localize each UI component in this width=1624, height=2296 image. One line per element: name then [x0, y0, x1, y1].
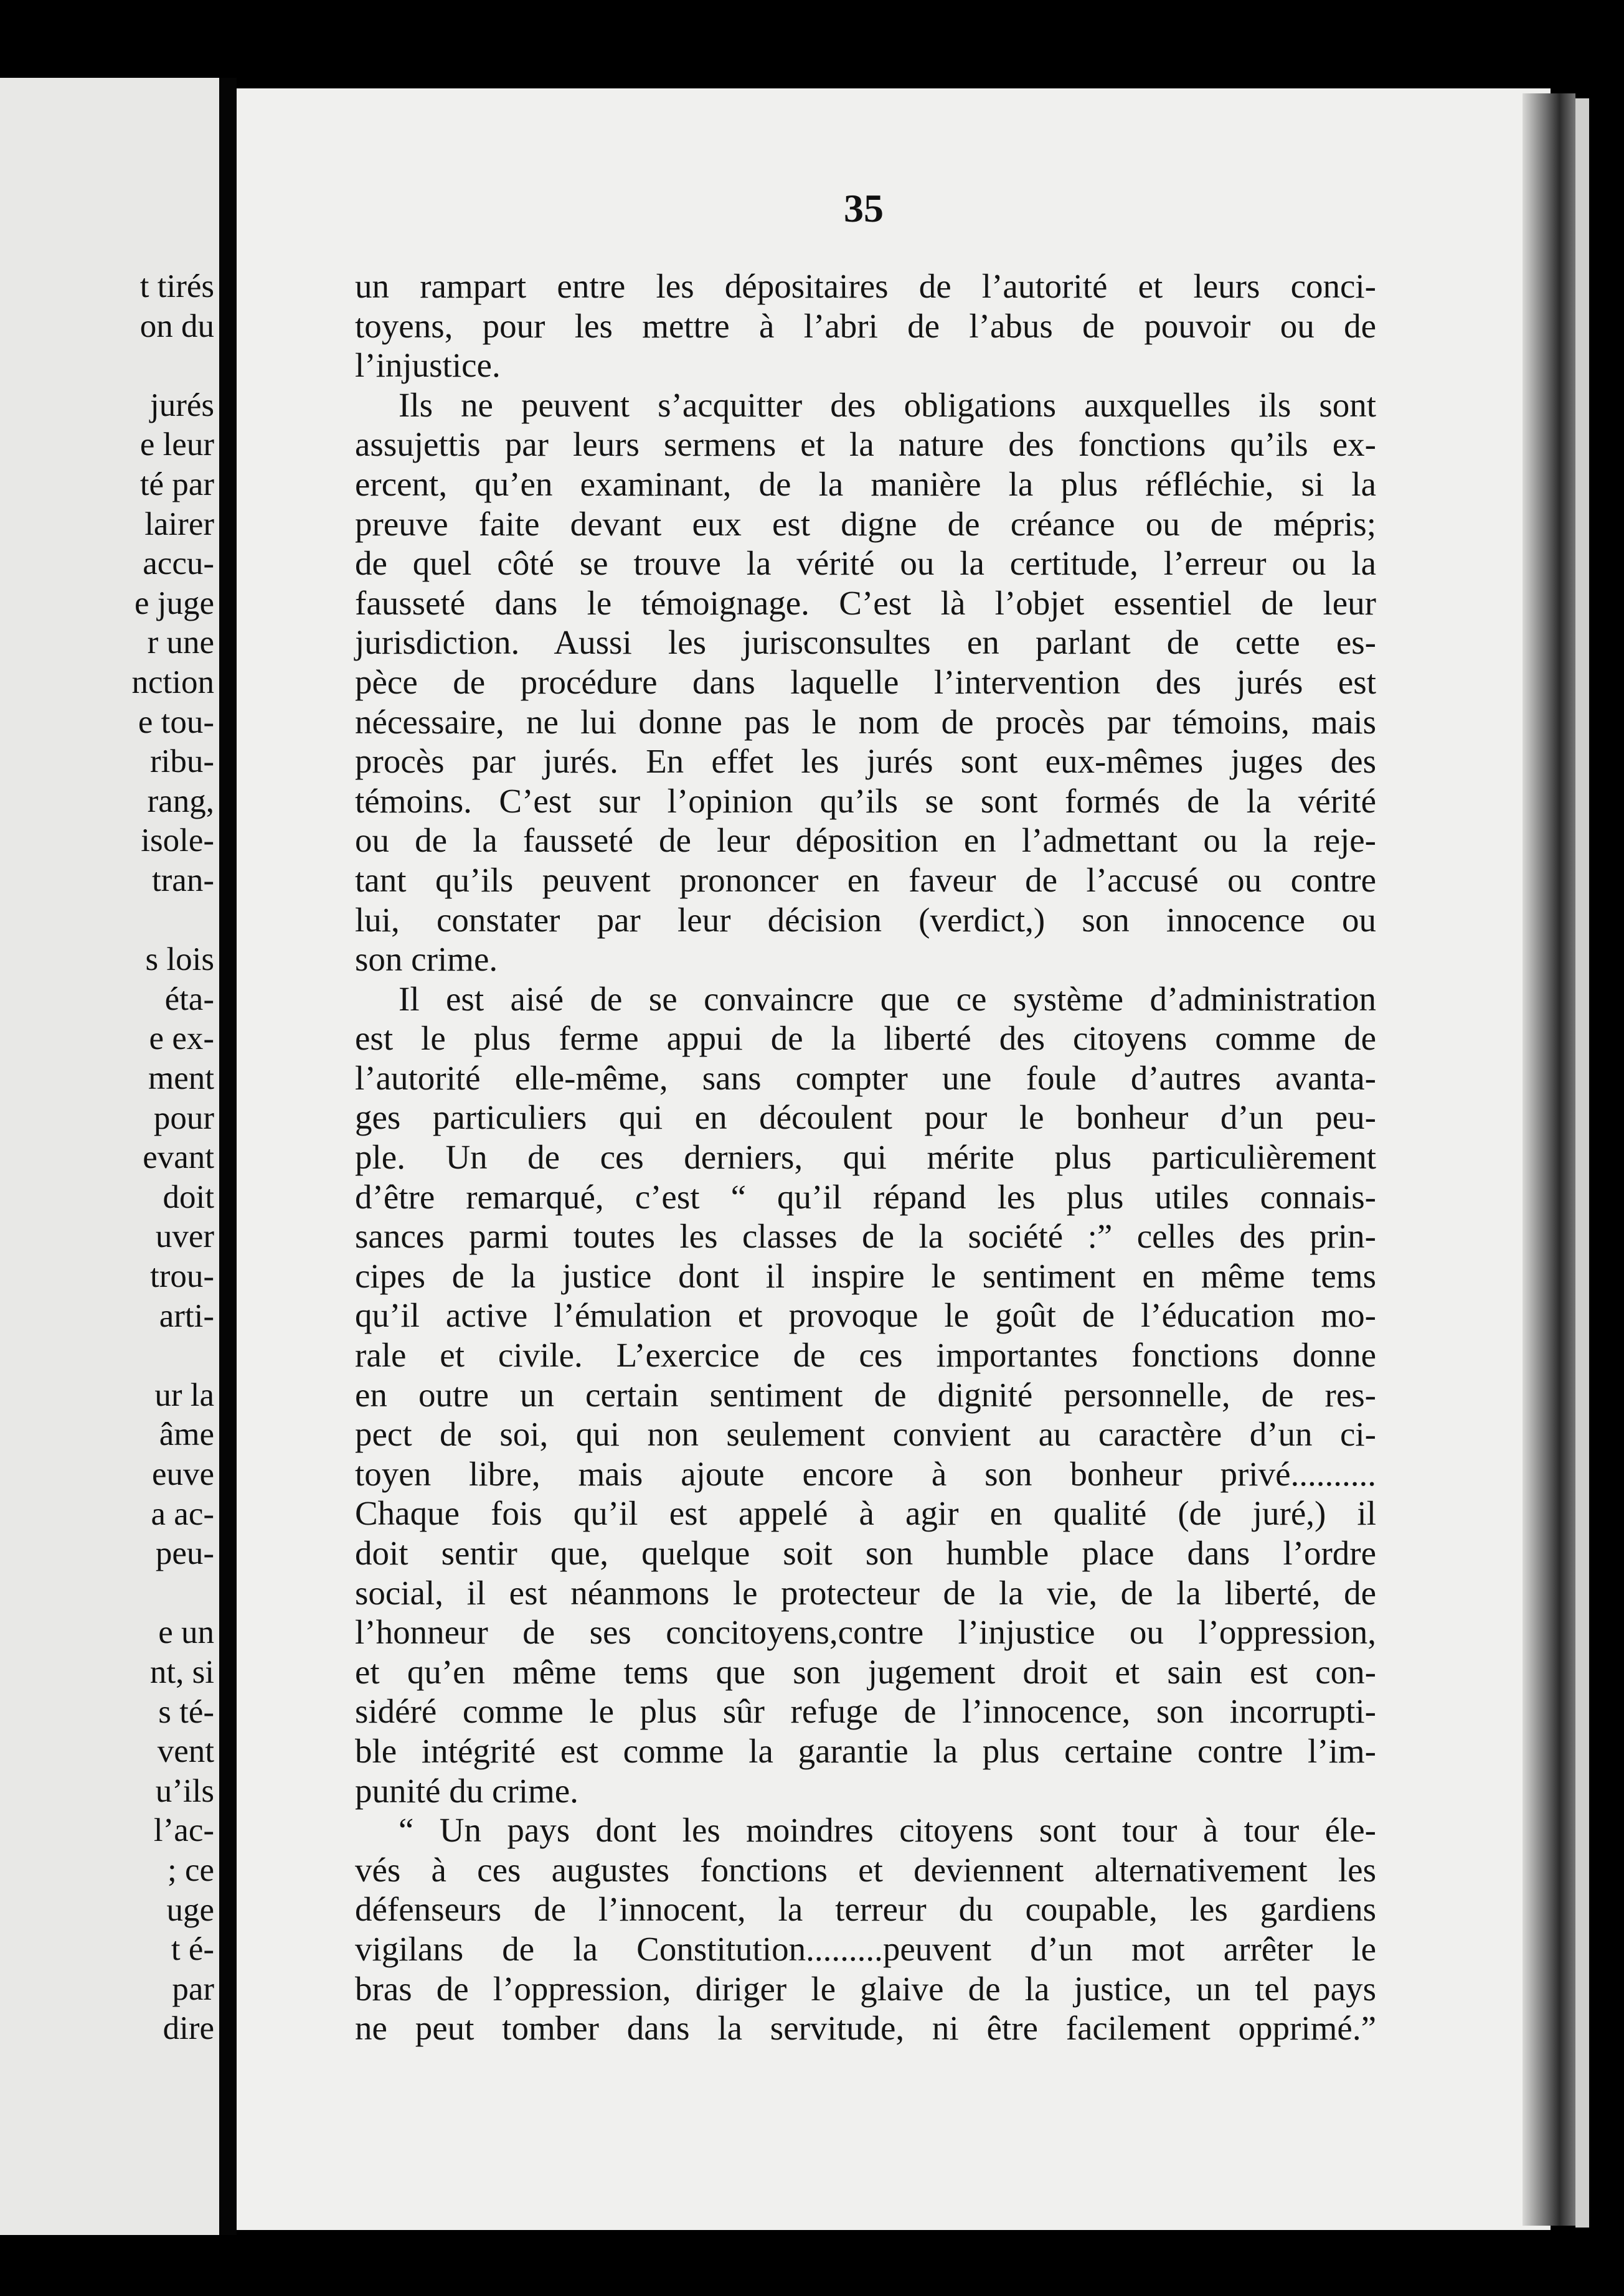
left-page-fragment: arti- — [159, 1297, 214, 1334]
left-page-fragment: ribu- — [149, 743, 214, 780]
text-line: Ils ne peuvent s’acquitter des obligations auxquelles ils sont — [399, 385, 1376, 424]
left-page-fragment: e juge — [134, 585, 214, 621]
left-page-fragment: peu- — [155, 1535, 214, 1572]
left-page-fragment: trou- — [149, 1258, 214, 1294]
left-page-fragment: s té- — [158, 1693, 214, 1730]
text-line: défenseurs de l’innocent, la terreur du coupable, les gardiens — [355, 1890, 1376, 1929]
text-line: toyen libre, mais ajoute encore à son bonheur privé.......... — [355, 1454, 1376, 1493]
left-page-fragment: evant — [143, 1139, 214, 1176]
text-line: et qu’en même tems que son jugement droit et sain est con- — [355, 1652, 1376, 1691]
left-page-fragment: rang, — [147, 783, 214, 819]
text-line: l’autorité elle-même, sans compter une foule d’autres avanta- — [355, 1058, 1376, 1097]
left-page-fragment: uge — [166, 1891, 214, 1928]
text-line: lui, constater par leur décision (verdict,) son innocence ou — [355, 900, 1376, 939]
text-line: preuve faite devant eux est digne de créance ou de mépris; — [355, 504, 1376, 543]
left-page-fragment: e leur — [139, 426, 214, 463]
left-page-fragment: accu- — [143, 545, 214, 582]
left-page-fragment: on du — [139, 308, 214, 344]
body-text — [355, 266, 1376, 2048]
left-page-fragment: t tirés — [139, 268, 214, 304]
text-line: sidéré comme le plus sûr refuge de l’innocence, son incorrupti- — [355, 1692, 1376, 1731]
page-edge — [1575, 98, 1589, 2228]
left-page-fragment: âme — [159, 1416, 214, 1453]
text-line: son crime. — [355, 940, 498, 979]
left-page — [0, 78, 219, 2235]
text-line: pèce de procédure dans laquelle l’intervention des jurés est — [355, 662, 1376, 701]
left-page-fragment: pour — [153, 1099, 214, 1136]
page-edge-shadow — [1522, 93, 1575, 2226]
text-line: ple. Un de ces derniers, qui mérite plus particulièrement — [355, 1138, 1376, 1177]
text-line: nécessaire, ne lui donne pas le nom de procès par témoins, mais — [355, 702, 1376, 741]
left-page-fragment: dire — [163, 2010, 214, 2047]
left-page-fragment: nction — [131, 664, 214, 700]
left-page-fragment: a ac- — [151, 1495, 214, 1532]
left-page-fragment: ; ce — [167, 1852, 214, 1888]
text-line: l’injustice. — [355, 346, 501, 385]
text-line: ble intégrité est comme la garantie la plus certaine contre l’im- — [355, 1731, 1376, 1770]
left-page-fragment: e tou- — [138, 703, 214, 740]
text-line: “ Un pays dont les moindres citoyens sont tour à tour éle- — [399, 1811, 1376, 1850]
left-page-fragment: s lois — [145, 941, 214, 978]
left-page-fragment: uver — [155, 1218, 214, 1255]
text-line: en outre un certain sentiment de dignité personnelle, de res- — [355, 1375, 1376, 1414]
left-page-fragment: lairer — [144, 506, 214, 542]
left-page-fragment: ur la — [154, 1376, 214, 1413]
left-page-fragment: u’ils — [155, 1772, 214, 1809]
text-line: ercent, qu’en examinant, de la manière la plus réfléchie, si la — [355, 464, 1376, 503]
text-line: pect de soi, qui non seulement convient au caractère d’un ci- — [355, 1415, 1376, 1454]
left-page-fragment: doit — [163, 1179, 214, 1215]
text-line: un rampart entre les dépositaires de l’autorité et leurs conci- — [355, 267, 1376, 305]
left-page-fragment: nt, si — [149, 1654, 214, 1690]
left-page-fragment: t é- — [171, 1931, 214, 1968]
text-line: jurisdiction. Aussi les jurisconsultes en parlant de cette es- — [355, 623, 1376, 662]
text-line: ges particuliers qui en découlent pour le bonheur d’un peu- — [355, 1098, 1376, 1137]
text-line: de quel côté se trouve la vérité ou la certitude, l’erreur ou la — [355, 544, 1376, 583]
text-line: l’honneur de ses concitoyens,contre l’injustice ou l’oppression, — [355, 1613, 1376, 1652]
text-line: ou de la fausseté de leur déposition en l’admettant ou la reje- — [355, 821, 1376, 860]
left-page-fragment: par — [172, 1970, 214, 2007]
text-line: toyens, pour les mettre à l’abri de l’abus de pouvoir ou de — [355, 306, 1376, 345]
text-line: vigilans de la Constitution.........peuvent d’un mot arrêter le — [355, 1929, 1376, 1968]
left-page-fragment: r une — [147, 624, 214, 661]
text-line: sances parmi toutes les classes de la société :” celles des prin- — [355, 1217, 1376, 1256]
left-page-fragment: jurés — [149, 387, 214, 423]
text-line: tant qu’ils peuvent prononcer en faveur de l’accusé ou contre — [355, 860, 1376, 899]
text-line: d’être remarqué, c’est “ qu’il répand les plus utiles connais- — [355, 1177, 1376, 1216]
left-page-fragment: té par — [139, 466, 214, 502]
text-line: assujettis par leurs sermens et la nature des fonctions qu’ils ex- — [355, 425, 1376, 464]
text-line: bras de l’oppression, diriger le glaive de la justice, un tel pays — [355, 1969, 1376, 2008]
text-line: doit sentir que, quelque soit son humble place dans l’ordre — [355, 1534, 1376, 1572]
text-line: social, il est néanmons le protecteur de la vie, de la liberté, de — [355, 1573, 1376, 1612]
left-page-fragment: vent — [157, 1733, 214, 1770]
text-line: procès par jurés. En effet les jurés sont eux-mêmes juges des — [355, 742, 1376, 781]
left-page-fragment: isole- — [141, 822, 214, 859]
page-number: 35 — [844, 186, 884, 230]
left-page-fragment: e un — [158, 1614, 214, 1651]
text-line: fausseté dans le témoignage. C’est là l’objet essentiel de leur — [355, 583, 1376, 622]
text-line: vés à ces augustes fonctions et deviennent alternativement les — [355, 1850, 1376, 1889]
left-page-fragment: tran- — [151, 862, 214, 898]
text-line: rale et civile. L’exercice de ces importantes fonctions donne — [355, 1336, 1376, 1375]
left-page-fragment: ment — [148, 1060, 214, 1096]
text-line: Il est aisé de se convaincre que ce système d’administration — [399, 979, 1376, 1018]
text-line: cipes de la justice dont il inspire le sentiment en même tems — [355, 1256, 1376, 1295]
text-line: punité du crime. — [355, 1771, 578, 1810]
text-line: ne peut tomber dans la servitude, ni être facilement opprimé.” — [355, 2009, 1376, 2048]
left-page-fragment: l’ac- — [153, 1812, 214, 1849]
left-page-fragment: éta- — [164, 981, 214, 1017]
left-page-fragment: e ex- — [149, 1020, 214, 1057]
text-line: est le plus ferme appui de la liberté des citoyens comme de — [355, 1019, 1376, 1058]
text-line: qu’il active l’émulation et provoque le goût de l’éducation mo- — [355, 1296, 1376, 1335]
left-page-fragment: euve — [151, 1456, 214, 1492]
text-line: témoins. C’est sur l’opinion qu’ils se sont formés de la vérité — [355, 781, 1376, 820]
book-gutter — [219, 78, 237, 2235]
text-line: Chaque fois qu’il est appelé à agir en qualité (de juré,) il — [355, 1494, 1376, 1533]
